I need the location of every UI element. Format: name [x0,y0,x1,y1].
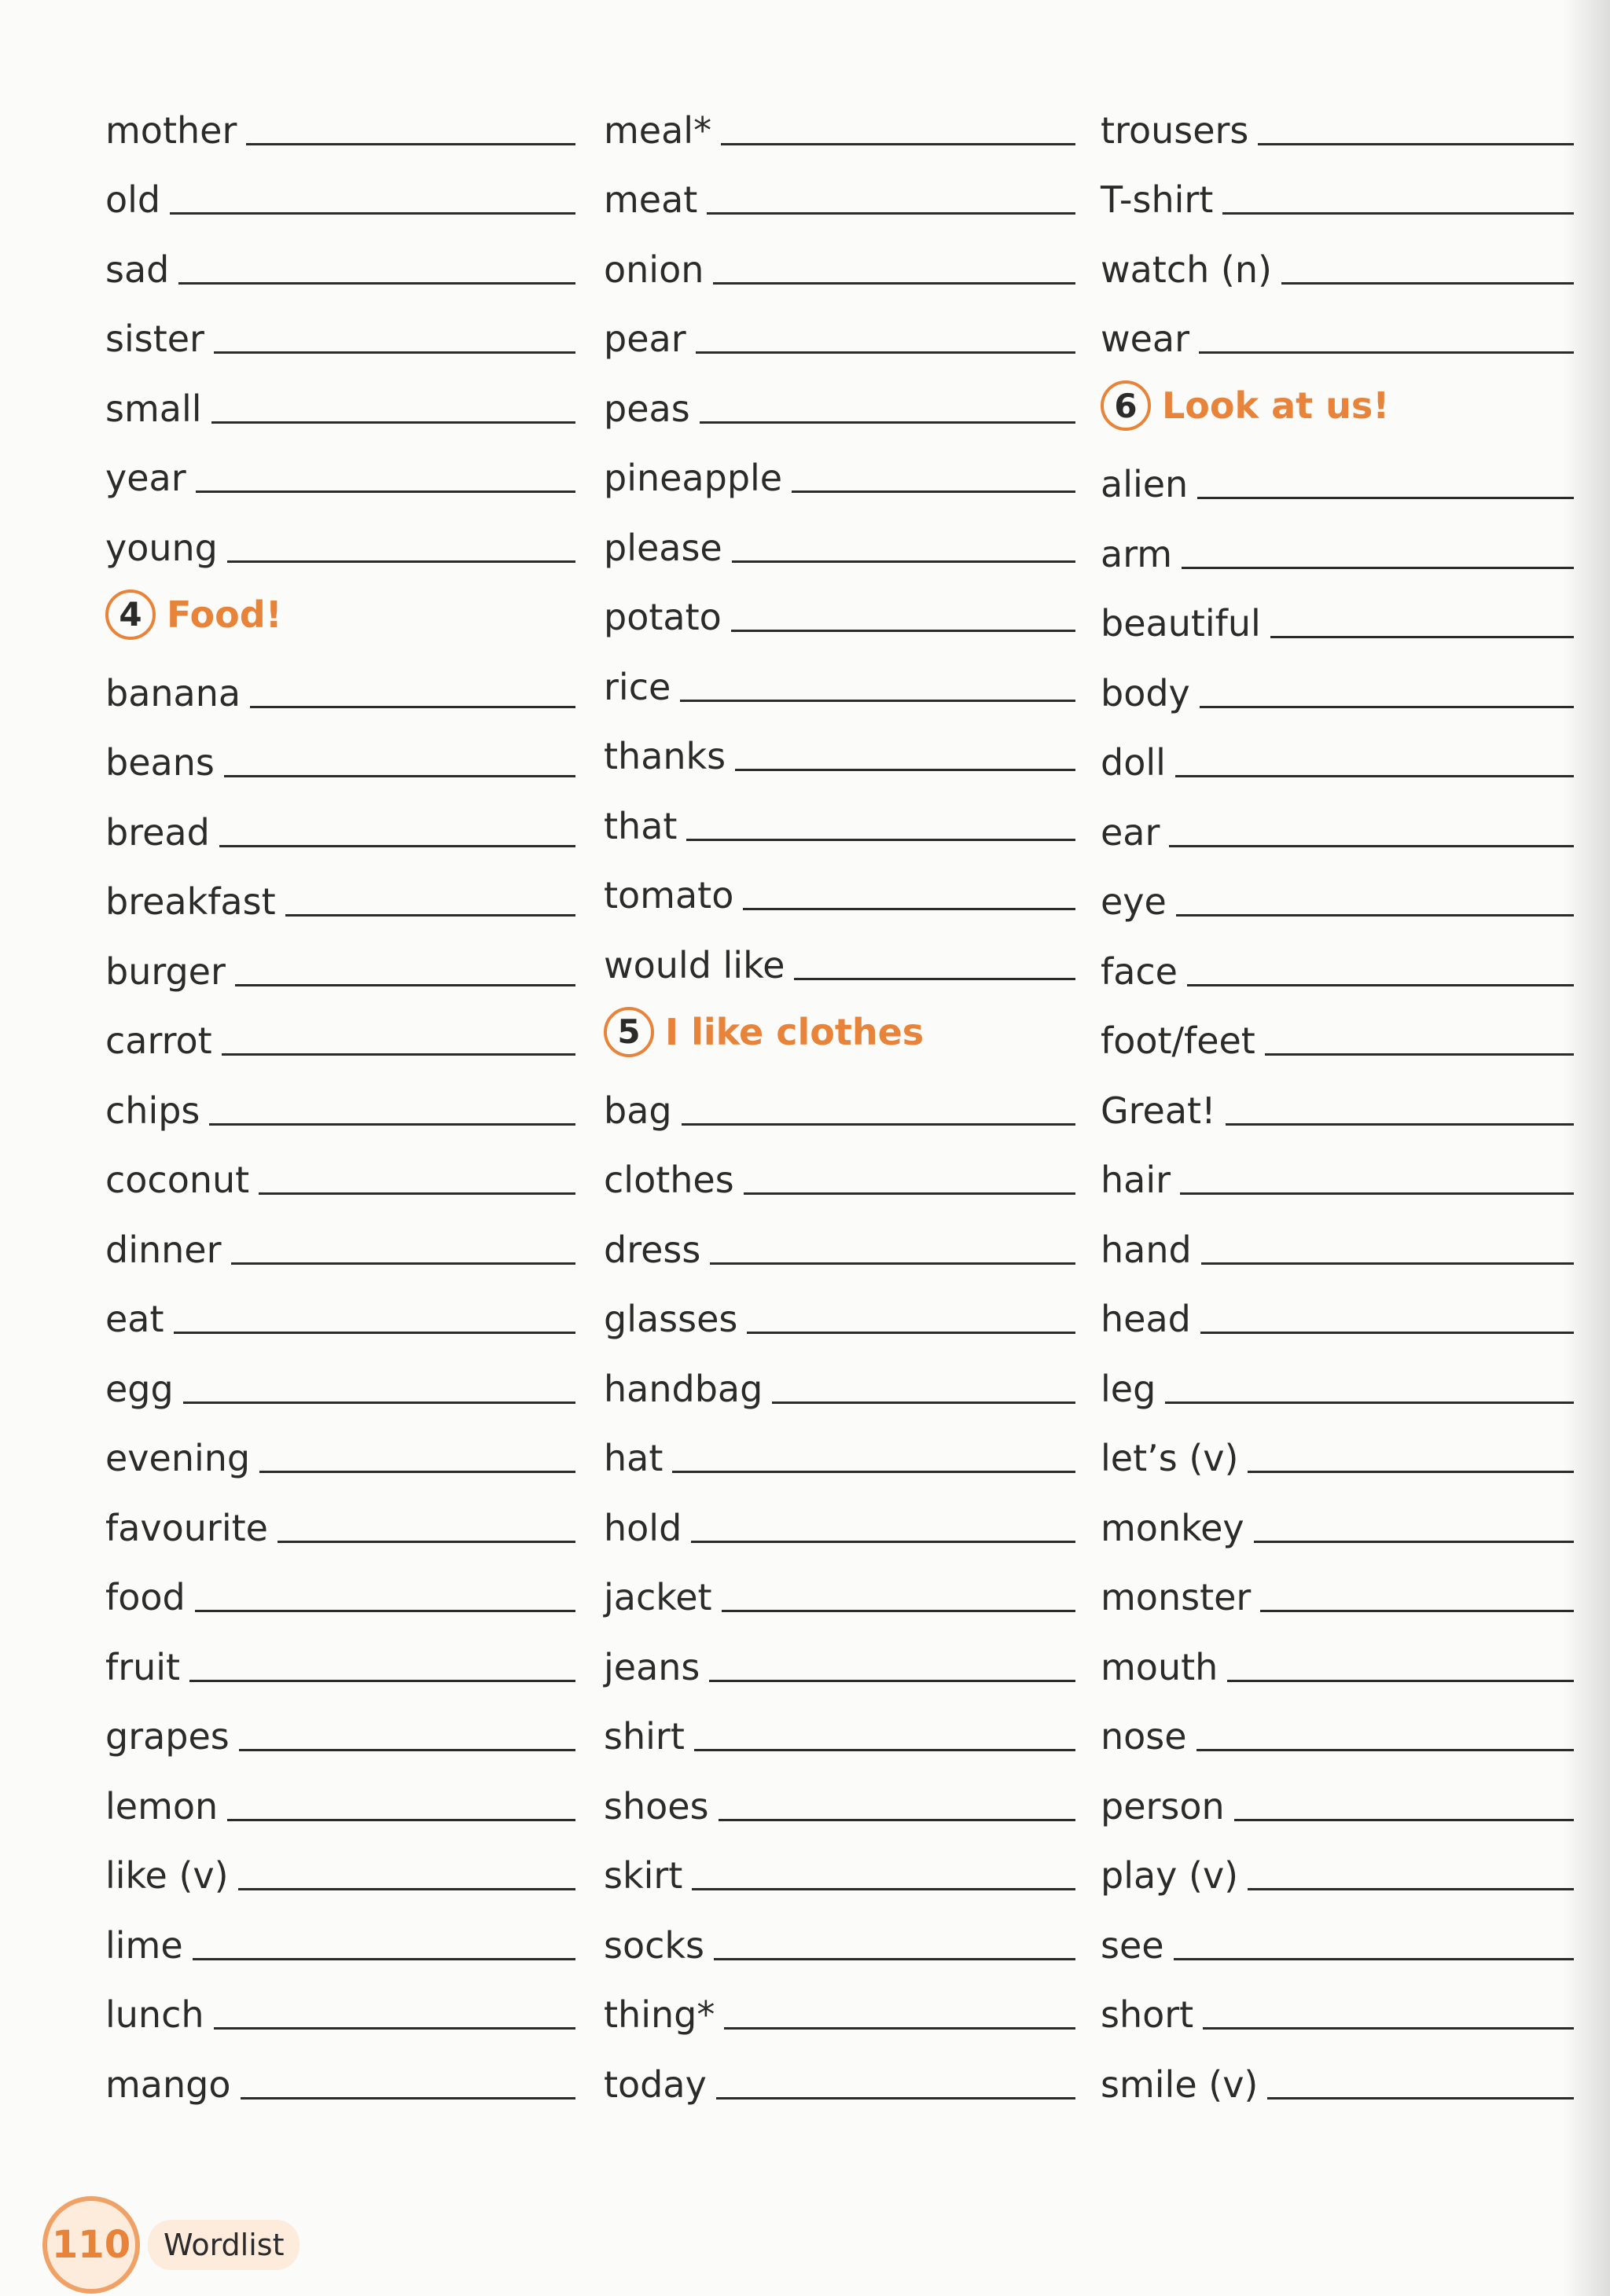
word-label: like (v) [105,1854,229,1897]
translation-blank-line[interactable] [1180,1192,1574,1195]
word-label: beans [105,741,215,784]
word-label: short [1101,1993,1194,2036]
word-label: hold [604,1506,682,1549]
section-heading [105,580,575,650]
word-label: lunch [105,1993,204,2036]
word-entry [105,858,575,928]
word-entry [604,1484,1075,1554]
translation-blank-line[interactable] [713,281,1075,285]
translation-blank-line[interactable] [195,1609,575,1612]
word-entry [1101,441,1574,511]
word-label: thanks [604,735,726,777]
word-entry [1101,2041,1574,2110]
word-entry [1101,86,1574,156]
word-label: old [105,178,161,221]
word-label: see [1101,1923,1164,1967]
word-entry [604,852,1075,922]
translation-blank-line[interactable] [735,768,1075,771]
word-label: pineapple [604,457,783,499]
translation-blank-line[interactable] [183,1401,575,1404]
section-title: Look at us! [1162,384,1390,428]
word-entry [1101,1276,1574,1346]
translation-blank-line[interactable] [1248,1470,1574,1473]
word-entry [105,86,575,156]
word-entry [1101,1832,1574,1902]
translation-blank-line[interactable] [747,1331,1075,1334]
word-label: bag [604,1089,672,1132]
translation-blank-line[interactable] [1200,1331,1574,1334]
translation-blank-line[interactable] [1197,496,1574,499]
word-entry [1101,510,1574,580]
word-label: person [1101,1784,1225,1828]
translation-blank-line[interactable] [672,1470,1075,1473]
word-label: potato [604,596,722,638]
word-entry [1101,1554,1574,1624]
word-entry [1101,226,1574,296]
word-label: arm [1101,532,1173,575]
word-entry [1101,788,1574,858]
translation-blank-line[interactable] [189,1679,575,1682]
word-entry [105,156,575,226]
word-entry [604,1137,1075,1207]
translation-blank-line[interactable] [1226,1122,1574,1126]
word-label: nose [1101,1715,1187,1758]
wordlist-column-2 [604,86,1075,2110]
word-entry [604,504,1075,574]
word-entry [105,1623,575,1693]
translation-blank-line[interactable] [174,1331,575,1334]
word-entry [1101,1345,1574,1415]
section-title: I like clothes [665,1010,924,1053]
section-number: 6 [1101,380,1151,431]
translation-blank-line[interactable] [732,560,1075,563]
translation-blank-line[interactable] [743,907,1075,910]
word-label: mother [105,108,237,152]
translation-blank-line[interactable] [227,1818,575,1821]
word-entry [604,1067,1075,1137]
page-number: 110 [42,2196,140,2294]
word-entry [604,2041,1075,2110]
word-label: hand [1101,1228,1192,1271]
word-entry [604,713,1075,783]
translation-blank-line[interactable] [1281,281,1574,285]
word-label: monster [1101,1576,1252,1618]
word-entry [105,1693,575,1763]
word-label: dress [604,1228,701,1271]
translation-blank-line[interactable] [1200,705,1574,708]
word-entry [604,296,1075,366]
word-entry [105,1067,575,1137]
wordlist-column-3 [1101,86,1574,2110]
translation-blank-line[interactable] [227,560,575,563]
translation-blank-line[interactable] [714,1957,1075,1960]
word-entry [1101,1971,1574,2041]
translation-blank-line[interactable] [285,913,575,917]
word-label: Great! [1101,1089,1216,1132]
word-label: mouth [1101,1645,1219,1688]
word-label: breakfast [105,880,276,923]
translation-blank-line[interactable] [1222,211,1574,215]
page-footer [42,2196,300,2294]
translation-blank-line[interactable] [686,838,1075,841]
translation-blank-line[interactable] [716,2096,1075,2099]
word-entry [604,1623,1075,1693]
translation-blank-line[interactable] [1270,635,1574,638]
translation-blank-line[interactable] [239,1748,575,1751]
word-label: trousers [1101,108,1249,152]
word-entry [604,1206,1075,1276]
translation-blank-line[interactable] [224,774,575,777]
word-entry [105,1901,575,1971]
section-number: 4 [105,590,156,640]
word-label: hair [1101,1159,1171,1201]
word-entry [105,1554,575,1624]
translation-blank-line[interactable] [1260,1609,1574,1612]
translation-blank-line[interactable] [1267,2096,1574,2099]
translation-blank-line[interactable] [1174,1957,1574,1960]
translation-blank-line[interactable] [214,351,575,354]
word-label: burger [105,950,226,993]
word-label: chips [105,1089,200,1132]
translation-blank-line[interactable] [744,1192,1075,1195]
translation-blank-line[interactable] [231,1262,575,1265]
word-entry [604,1832,1075,1902]
word-entry [105,1206,575,1276]
word-entry [1101,858,1574,928]
word-entry [105,1484,575,1554]
translation-blank-line[interactable] [1175,774,1574,777]
word-entry [105,1832,575,1902]
word-label: favourite [105,1506,268,1549]
word-entry [604,1554,1075,1624]
word-label: let’s (v) [1101,1437,1239,1479]
translation-blank-line[interactable] [724,2026,1075,2030]
word-label: banana [105,671,241,715]
word-label: meal* [604,108,712,152]
word-label: that [604,804,678,847]
word-label: meat [604,178,698,221]
word-entry [604,1415,1075,1485]
word-label: bread [105,810,210,854]
word-label: please [604,526,722,569]
word-entry [105,365,575,435]
word-entry [105,435,575,505]
word-label: beautiful [1101,602,1261,645]
page-label: Wordlist [148,2220,300,2270]
word-label: jacket [604,1576,712,1618]
word-entry [604,1693,1075,1763]
word-entry [604,782,1075,852]
translation-blank-line[interactable] [238,1887,575,1890]
translation-blank-line[interactable] [209,1122,575,1126]
word-label: sad [105,248,170,291]
translation-blank-line[interactable] [721,142,1075,145]
word-label: alien [1101,463,1189,505]
word-label: hat [604,1437,663,1479]
translation-blank-line[interactable] [278,1540,575,1543]
word-label: onion [604,248,704,291]
word-label: mango [105,2063,231,2106]
word-label: egg [105,1367,174,1410]
word-label: leg [1101,1367,1156,1410]
word-label: shoes [604,1784,709,1828]
translation-blank-line[interactable] [680,699,1075,702]
translation-blank-line[interactable] [1201,1262,1574,1265]
translation-blank-line[interactable] [772,1401,1075,1404]
word-entry [1101,997,1574,1067]
translation-blank-line[interactable] [170,211,575,215]
section-number: 5 [604,1007,654,1057]
word-label: face [1101,950,1178,993]
word-entry [604,435,1075,505]
translation-blank-line[interactable] [193,1957,575,1960]
translation-blank-line[interactable] [1182,566,1574,569]
word-label: eat [105,1298,164,1340]
translation-blank-line[interactable] [696,351,1075,354]
translation-blank-line[interactable] [211,421,575,424]
word-entry [1101,580,1574,650]
word-entry [105,1415,575,1485]
word-entry [105,226,575,296]
word-entry [1101,1206,1574,1276]
translation-blank-line[interactable] [722,1609,1075,1612]
translation-blank-line[interactable] [709,1679,1075,1682]
word-entry [1101,1623,1574,1693]
word-label: jeans [604,1645,700,1688]
translation-blank-line[interactable] [250,705,575,708]
translation-blank-line[interactable] [1165,1401,1574,1404]
word-label: evening [105,1437,251,1479]
translation-blank-line[interactable] [682,1122,1075,1126]
word-entry [105,1276,575,1346]
section-title: Food! [167,593,282,636]
word-entry [1101,1067,1574,1137]
word-entry [1101,1693,1574,1763]
word-entry [604,1901,1075,1971]
translation-blank-line[interactable] [222,1052,575,1056]
word-label: shirt [604,1715,685,1758]
word-entry [1101,1415,1574,1485]
word-entry [1101,928,1574,997]
word-label: smile (v) [1101,2063,1259,2106]
word-entry [105,2041,575,2110]
word-label: watch (n) [1101,248,1272,291]
word-label: socks [604,1923,705,1967]
word-label: clothes [604,1159,734,1201]
translation-blank-line[interactable] [259,1192,575,1195]
word-label: glasses [604,1298,738,1340]
translation-blank-line[interactable] [1176,913,1574,917]
word-label: ear [1101,810,1160,854]
word-label: foot/feet [1101,1019,1255,1062]
word-label: play (v) [1101,1854,1239,1897]
translation-blank-line[interactable] [235,983,575,986]
translation-blank-line[interactable] [259,1470,575,1473]
translation-blank-line[interactable] [692,1887,1075,1890]
translation-blank-line[interactable] [794,977,1075,980]
translation-blank-line[interactable] [731,629,1075,632]
word-entry [105,649,575,719]
word-entry [1101,156,1574,226]
word-label: coconut [105,1159,250,1201]
word-entry [604,643,1075,713]
word-label: today [604,2063,707,2106]
word-label: monkey [1101,1506,1244,1549]
word-entry [604,1276,1075,1346]
translation-blank-line[interactable] [219,844,575,847]
translation-blank-line[interactable] [1265,1052,1574,1056]
word-entry [105,1345,575,1415]
word-entry [604,1971,1075,2041]
word-entry [105,928,575,997]
word-label: grapes [105,1715,230,1758]
word-entry [105,1137,575,1207]
word-entry [105,1971,575,2041]
word-entry [105,296,575,366]
word-label: T-shirt [1101,178,1214,221]
translation-blank-line[interactable] [1248,1887,1574,1890]
word-entry [604,365,1075,435]
word-label: thing* [604,1993,715,2036]
word-label: doll [1101,741,1166,784]
word-entry [105,1762,575,1832]
word-entry [604,156,1075,226]
word-label: food [105,1576,186,1618]
section-heading [1101,371,1574,441]
word-label: pear [604,318,686,360]
translation-blank-line[interactable] [710,1262,1075,1265]
translation-blank-line[interactable] [1254,1540,1574,1543]
word-entry [1101,1762,1574,1832]
wordlist-column-1 [105,86,575,2110]
word-label: handbag [604,1367,763,1410]
translation-blank-line[interactable] [246,142,575,145]
word-label: carrot [105,1019,212,1062]
word-entry [1101,719,1574,789]
word-entry [105,719,575,789]
word-label: young [105,526,218,569]
word-entry [1101,296,1574,366]
word-label: lime [105,1923,183,1967]
word-label: small [105,387,202,430]
translation-blank-line[interactable] [241,2096,576,2099]
translation-blank-line[interactable] [1169,844,1574,847]
word-label: dinner [105,1228,222,1271]
word-entry [604,1345,1075,1415]
translation-blank-line[interactable] [694,1748,1075,1751]
word-label: head [1101,1298,1191,1340]
word-entry [604,574,1075,644]
translation-blank-line[interactable] [1203,2026,1574,2030]
translation-blank-line[interactable] [691,1540,1075,1543]
word-label: body [1101,671,1190,715]
word-label: rice [604,665,671,708]
translation-blank-line[interactable] [1258,142,1574,145]
translation-blank-line[interactable] [792,490,1075,493]
translation-blank-line[interactable] [707,211,1075,215]
word-label: sister [105,318,204,360]
word-label: eye [1101,880,1167,923]
word-entry [105,504,575,574]
translation-blank-line[interactable] [178,281,575,285]
word-entry [604,1762,1075,1832]
word-entry [105,997,575,1067]
translation-blank-line[interactable] [214,2026,575,2030]
word-label: tomato [604,874,734,917]
word-entry [1101,649,1574,719]
translation-blank-line[interactable] [700,421,1075,424]
word-entry [1101,1137,1574,1207]
word-entry [604,921,1075,991]
word-label: year [105,457,186,499]
translation-blank-line[interactable] [1199,351,1574,354]
section-heading [604,997,1075,1067]
translation-blank-line[interactable] [196,490,575,493]
word-entry [1101,1484,1574,1554]
translation-blank-line[interactable] [1196,1748,1574,1751]
word-entry [105,788,575,858]
word-entry [604,86,1075,156]
word-label: fruit [105,1645,181,1688]
translation-blank-line[interactable] [1187,983,1574,986]
word-label: lemon [105,1784,219,1828]
translation-blank-line[interactable] [1234,1818,1574,1821]
translation-blank-line[interactable] [1227,1679,1574,1682]
word-label: skirt [604,1854,683,1897]
translation-blank-line[interactable] [719,1818,1075,1821]
word-label: would like [604,943,785,986]
word-entry [604,226,1075,296]
word-label: wear [1101,318,1190,360]
word-label: peas [604,387,690,430]
word-entry [1101,1901,1574,1971]
